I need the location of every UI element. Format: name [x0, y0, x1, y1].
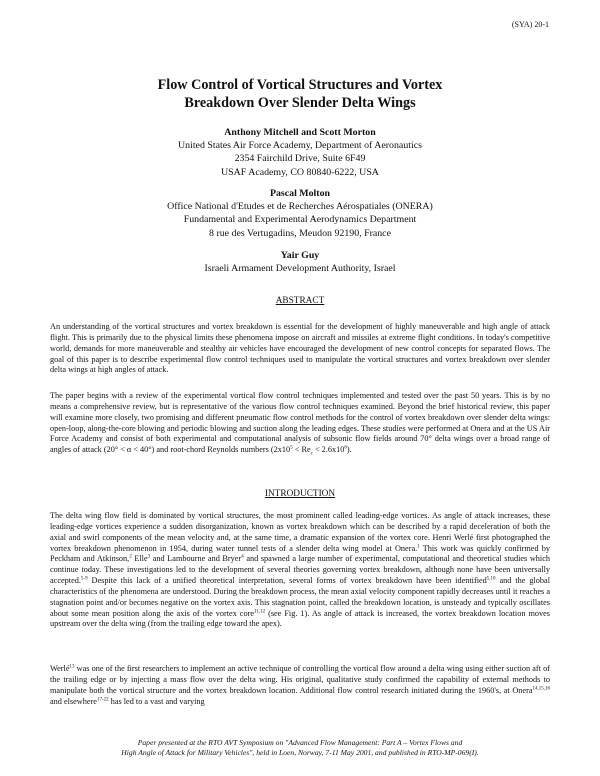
- affiliation-line: Office National d'Etudes et de Recherches Aérospatiales (ONERA): [167, 201, 433, 213]
- abstract-paragraph-2: The paper begins with a review of the experimental vortical flow control techniques implemented and tested over the past 50 years. This is by no means a comprehensive review, but is representative of the various flow control techniques examined. Beyond the brief historical review, this paper will examine more closely, two promising and different pneumatic flow control methods for the control of vortex breakdown over slender delta wings: open-loop, along-the-core blowing and periodic blowing and suction along the leading edges. These studies were performed at Onera and at the US Air Force Academy and consist of both experimental and computational analysis of subsonic flow fields around 70° delta wings over a broad range of angles of attack (20° < α < 40°) and root-chord Reynolds numbers $(2x10^5 < Re_c < 2.6x10^6)$.: [50, 391, 550, 457]
- page-number: (SYA) 20-1: [511, 20, 549, 29]
- footer-note: [0, 738, 600, 758]
- affiliation-line: 8 rue des Vertugadins, Meudon 92190, France: [209, 227, 391, 239]
- affiliation-line: United States Air Force Academy, Department of Aeronautics: [178, 140, 422, 152]
- abstract-heading: ABSTRACT: [275, 296, 325, 306]
- introduction-heading: INTRODUCTION: [264, 489, 336, 499]
- author-block-1: [0, 126, 600, 179]
- footer-line-2: High Angle of Attack for Military Vehicles", held in Loen, Norway, 7-11 May 2001, and published in RTO-MP-069(I).: [121, 748, 479, 758]
- affiliation-line: Israeli Armament Development Authority, Israel: [204, 263, 396, 275]
- footer-line-1: Paper presented at the RTO AVT Symposium on "Advanced Flow Management: Part A – Vortex Flows and: [137, 738, 463, 747]
- author-name: Anthony Mitchell and Scott Morton: [224, 127, 376, 138]
- author-block-3: [0, 249, 600, 275]
- affiliation-line: 2354 Fairchild Drive, Suite 6F49: [234, 153, 366, 165]
- abstract-paragraph-1: An understanding of the vortical structures and vortex breakdown is essential for the development of highly maneuverable and high angle of attack flight. This is primarily due to the physical limits these phenomena impose on aircraft and missiles at extreme flight conditions. In today's competitive world, demands for more maneuverable and stealthy air vehicles have encouraged the development of new control concepts for separated flows. The goal of this paper is to describe experimental flow control techniques used to manipulate the vortical structures and vortex breakdown over slender delta wings at high angles of attack.: [50, 322, 550, 375]
- affiliation-line: Fundamental and Experimental Aerodynamics Department: [183, 214, 417, 226]
- introduction-paragraph-1: The delta wing flow field is dominated by vortical structures, the most prominent called leading-edge vortices. As angle of attack increases, these leading-edge vortices experience a sudden disorganization, known as vortex breakdown which can be described by a rapid deceleration of both the axial and swirl components of the mean velocity and, at the same time, a dramatic expansion of the vortex core. Henri Werlé first photographed the vortex breakdown phenomenon in 1954, during water tunnel tests of a slender delta wing model at Onera.$^1$ This work was quickly confirmed by Peckham and Atkinson,$^2$ Elle$^3$ and Lambourne and Bryer$^4$ and spawned a large number of experimental, computational and theoretical studies which continue today. These investigations led to the development of several theories governing vortex breakdown, although none have been universally accepted.$^{5-9}$ Despite this lack of a unified theoretical interpretation, several forms of vortex breakdown have been identified$^{5,10}$ and the global characteristics of the phenomena are understood. During the breakdown process, the mean axial velocity component rapidly decreases until it reaches a stagnation point and/or becomes negative on the vortex axis. This stagnation point, called the breakdown location, is unsteady and typically oscillates about some mean position along the axis of the vortex core$^{11,12}$ (see Fig. 1). As angle of attack is increased, the vortex breakdown location moves upstream over the delta wing (from the trailing edge toward the apex).: [50, 511, 551, 629]
- affiliation-line: USAF Academy, CO 80840-6222, USA: [221, 166, 379, 178]
- introduction-paragraph-2: Werlé$^{13}$ was one of the first researchers to implement an active technique of controlling the vortical flow around a delta wing using either suction aft of the trailing edge or by injecting a mass flow over the delta wing. His original, qualitative study confirmed the capability of external methods to manipulate both the vortical structure and the vortex breakdown location. Additional flow control research initiated during the 1960's, at Onera$^{14,15,16}$ and elsewhere$^{17-22}$ has led to a vast and varying: [50, 664, 550, 706]
- title-line-1: Flow Control of Vortical Structures and Vortex: [157, 77, 443, 93]
- title-line-2: Breakdown Over Slender Delta Wings: [184, 94, 416, 111]
- author-block-2: [0, 187, 600, 240]
- author-name: Yair Guy: [280, 250, 320, 261]
- paper-title: [0, 77, 600, 112]
- author-name: Pascal Molton: [269, 188, 331, 199]
